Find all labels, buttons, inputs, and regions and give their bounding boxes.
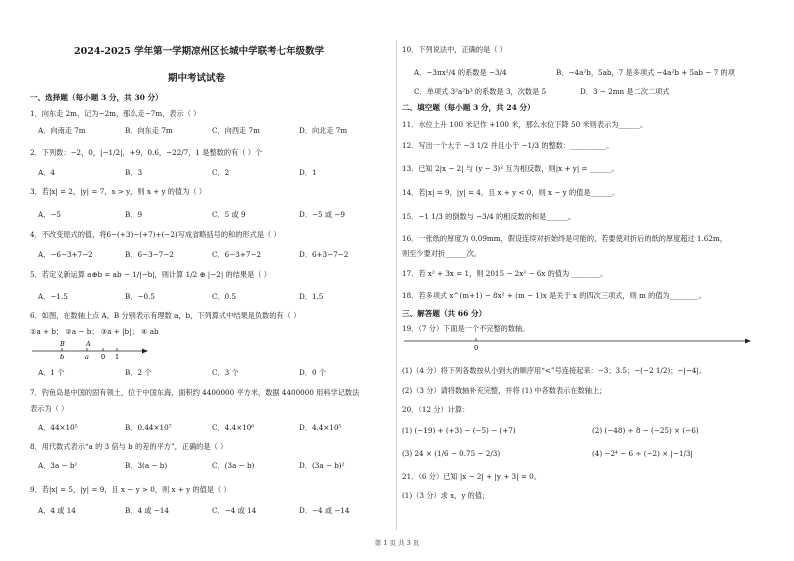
exam-title-line2: 期中考试试卷 <box>168 73 226 84</box>
q6-option-d: D．0 个 <box>299 368 326 377</box>
q8-option-a: A．3a − b² <box>38 461 78 470</box>
column-divider <box>396 40 397 530</box>
q20-part1: (1) (−19) + (+3) − (−5) − (+7) <box>402 426 516 435</box>
q3-option-d: D．−5 或 −9 <box>299 210 345 219</box>
q12: 12．写出一个大于 −3 1/2 并且小于 −1/3 的整数：__________。 <box>402 141 614 150</box>
q9-stem: 9．若|x| = 5，|y| = 9，且 x − y > 0，则 x + y 的值是（ ） <box>30 485 231 494</box>
q20-stem: 20．（12 分）计算： <box>402 405 470 414</box>
q6-a-label: a <box>85 353 89 361</box>
q3-option-b: B．9 <box>125 210 143 219</box>
q6-option-c: C．3 个 <box>212 368 239 377</box>
q6-option-a: A．1 个 <box>38 368 65 377</box>
q9-option-b: B．4 或 −14 <box>125 506 169 515</box>
q9-option-c: C．−4 或 14 <box>212 506 257 515</box>
q8-option-b: B．3(a − b) <box>125 461 168 470</box>
q7-option-b: B．0.44×10⁷ <box>125 423 172 432</box>
q7-option-a: A．44×10⁵ <box>38 423 78 432</box>
q16-line2: 则至少要对折______次。 <box>402 249 482 258</box>
q6-option-b: B．2 个 <box>125 368 152 377</box>
q2-option-b: B．3 <box>125 168 143 177</box>
q11: 11．水位上升 100 米记作 +100 米，那么水位下降 50 米则表示为______。 <box>402 120 648 129</box>
q19-part2: (2)（3 分）请将数轴补充完整，并将 (1) 中各数表示在数轴上； <box>402 386 607 395</box>
page-footer: 第 1 页 共 3 页 <box>374 539 420 547</box>
q6-b-label: b <box>60 353 65 361</box>
q10-stem: 10．下列说法中，正确的是（ ） <box>402 45 507 54</box>
section-fill-heading: 二、填空题（每小题 3 分，共 24 分） <box>402 103 535 112</box>
q10-option-b: B．−4a²b，5ab，7 是多项式 −4a²b + 5ab − 7 的项 <box>556 68 735 77</box>
q6-one-label: 1 <box>115 353 120 361</box>
q20-part3: (3) 24 × (1/6 − 0.75 − 2/3) <box>402 449 501 458</box>
q10-option-c: C．单项式 3²a²b³ 的系数是 3，次数是 5 <box>414 87 547 96</box>
q19-zero-label: 0 <box>474 344 479 352</box>
q1-option-b: B．向东走 7m <box>125 126 173 135</box>
q1-stem: 1．向东走 2m，记为−2m，那么走−7m，表示（ ） <box>30 109 201 118</box>
q3-option-a: A．−5 <box>38 210 61 219</box>
q19-stem: 19．（7 分）下面是一个不完整的数轴。 <box>402 324 530 333</box>
q5-stem: 5．若定义新运算 a⊕b = ab − 1/|−b|，则计算 1/2 ⊕ |−2| 的结果是（ ） <box>30 270 271 279</box>
q19-part1: (1)（4 分）将下列各数按从小到大的顺序用“<”号连接起来：−3；3.5；−(−2 1/2)；−|−4|。 <box>402 366 707 375</box>
q7-option-d: D．4.4×10⁵ <box>299 423 342 432</box>
q8-option-c: C．(3a − b) <box>212 461 255 470</box>
exam-title-line1: 2024-2025 学年第一学期凉州区长城中学联考七年级数学 <box>74 46 325 57</box>
section-choice-heading: 一、选择题（每小题 3 分，共 30 分） <box>30 93 163 102</box>
q4-option-d: D．6+3−7−2 <box>299 250 349 259</box>
q6-point-b-label: B <box>60 340 65 348</box>
q6-stem: 6．如图，在数轴上点 A，B 分别表示有理数 a，b，下列算式中结果是负数的有（ ） <box>30 311 301 320</box>
q1-option-d: D．向北走 7m <box>299 126 348 135</box>
q21-stem: 21．（6 分）已知 |x − 2| + |y + 3| = 0。 <box>402 472 541 481</box>
q6-number-line <box>30 338 150 362</box>
q7-stem-continued: 表示为（ ） <box>30 404 69 413</box>
q1-option-c: C．向西走 7m <box>212 126 260 135</box>
q21-part1: (1)（3 分）求 x，y 的值； <box>402 491 490 500</box>
q14: 14．若|x| = 9，|y| = 4，且 x + y < 0，则 x − y 的值是______。 <box>402 188 620 197</box>
q15: 15．−1 1/3 的倒数与 −3/4 的相反数的和是______。 <box>402 212 576 221</box>
q9-option-d: D．−4 或 −14 <box>299 506 350 515</box>
q5-option-a: A．−1.5 <box>38 292 68 301</box>
q17: 17．若 x² + 3x = 1，则 2015 − 2x² − 6x 的值为 ________。 <box>402 269 608 278</box>
q3-option-c: C．5 或 9 <box>212 210 246 219</box>
q6-items: ①a + b； ②a − b； ③a + |b|； ④ ab <box>30 327 159 336</box>
q6-point-a-label: A <box>86 340 91 348</box>
q13: 13．已知 2|x − 2| 与 (y − 3)² 互为相反数，则|x + y| = ______。 <box>402 164 619 173</box>
q3-stem: 3．若|x| = 2，|y| = 7，x > y，则 x + y 的值为（ ） <box>30 187 207 196</box>
q2-stem: 2．下列数：−2，0，|−1/2|，+9，0.6，−22/7，1 是整数的有（ ）个 <box>30 148 263 157</box>
q2-option-d: D．1 <box>299 168 317 177</box>
q4-option-a: A．−6−3+7−2 <box>38 250 93 259</box>
q4-option-c: C．6−3+7−2 <box>212 250 262 259</box>
section-solve-heading: 三、解答题（共 66 分） <box>402 309 487 318</box>
q16-line1: 16．一张纸的厚度为 0.09mm，假设连续对折始终是可能的，若要使对折后的纸的厚度超过 1.62m， <box>402 234 727 243</box>
q5-option-b: B．−0.5 <box>125 292 155 301</box>
q19-number-line <box>402 336 752 356</box>
q10-option-d: D．3 − 2mn 是二次二项式 <box>580 87 670 96</box>
q10-option-a: A．−3πx²/4 的系数是 −3/4 <box>414 68 507 77</box>
q5-option-d: D．1.5 <box>299 292 324 301</box>
q5-option-c: C．0.5 <box>212 292 237 301</box>
q2-option-c: C．2 <box>212 168 230 177</box>
q7-stem: 7．钓鱼岛是中国的固有领土，位于中国东海，面积约 4400000 平方米，数据 4400000 用科学记数法 <box>30 388 360 397</box>
q1-option-a: A．向南走 7m <box>38 126 86 135</box>
q6-zero-label: 0 <box>101 353 106 361</box>
q20-part4: (4) −2⁴ − 6 ÷ (−2) × |−1/3| <box>592 449 693 458</box>
q2-option-a: A．4 <box>38 168 55 177</box>
q7-option-c: C．4.4×10⁶ <box>212 423 255 432</box>
q20-part2: (2) (−48) ÷ 8 − (−25) × (−6) <box>592 426 699 435</box>
q4-stem: 4．不改变原式的值，将6−(+3)−(+7)+(−2)写成省略括号的和的形式是（ ） <box>30 230 281 239</box>
q8-option-d: D．(3a − b)² <box>299 461 345 470</box>
q9-option-a: A．4 或 14 <box>38 506 76 515</box>
q18: 18．若多项式 x^(m+1) − 8x² + (m − 1)x 是关于 x 的四次三项式，则 m 的值为________。 <box>402 291 706 300</box>
q8-stem: 8．用代数式表示“a 的 3 倍与 b 的差的平方”，正确的是（ ） <box>30 442 228 451</box>
q4-option-b: B．6−3−7−2 <box>125 250 174 259</box>
